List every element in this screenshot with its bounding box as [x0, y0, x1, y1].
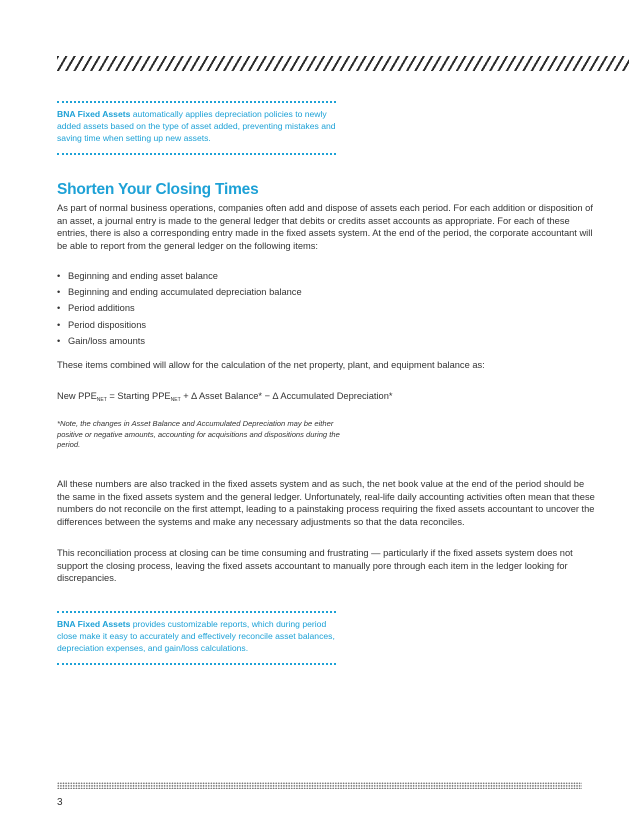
callout-custom-reports	[57, 611, 336, 665]
list-item: • Beginning and ending asset balance	[57, 268, 302, 284]
callout-brand: BNA Fixed Assets	[57, 619, 131, 629]
list-item: • Period additions	[57, 300, 302, 316]
formula-subscript: NET	[96, 397, 107, 403]
list-item: • Beginning and ending accumulated depreciation balance	[57, 284, 302, 300]
intro-paragraph: As part of normal business operations, companies often add and dispose of assets each period. For each addition or disposition of an asset, a journal entry is made to the general ledger that debits or credits asset accounts as appropriate. For each of these entries, there is also a corresponding entry made in the fixed assets system. At the end of the period, the corporate accountant will be able to report from the general ledger on the following items:	[57, 203, 593, 251]
formula-note: *Note, the changes in Asset Balance and Accumulated Depreciation may be either positive or negative amounts, accounting for acquisitions and dispositions during the period.	[57, 419, 340, 450]
section-heading: Shorten Your Closing Times	[57, 181, 259, 198]
list-item: • Gain/loss amounts	[57, 333, 302, 349]
combined-paragraph: These items combined will allow for the calculation of the net property, plant, and equipment balance as:	[57, 360, 485, 370]
report-items-list	[57, 268, 302, 349]
callout-auto-depreciation	[57, 101, 336, 155]
ppe-formula	[57, 390, 597, 407]
formula-lhs: New PPE	[57, 391, 97, 401]
footer-dotted-rule	[57, 782, 582, 789]
callout-brand: BNA Fixed Assets	[57, 109, 131, 119]
list-item: • Period dispositions	[57, 317, 302, 333]
callout-text: automatically applies depreciation policies to newly added assets based on the type of asset added, preventing mistakes and saving time when setting up new assets.	[57, 109, 336, 144]
page-number: 3	[57, 797, 63, 808]
formula-subscript: NET	[170, 397, 181, 403]
decorative-hatch-bar	[57, 56, 629, 71]
formula-rhs: + ∆ Asset Balance* − ∆ Accumulated Depreciation*	[180, 391, 393, 401]
closing-process-paragraph: This reconciliation process at closing can be time consuming and frustrating — particularly if the fixed assets system does not support the closing process, leaving the fixed assets accountant to manually pore through each item in the ledger looking for discrepancies.	[57, 548, 573, 584]
callout-text: provides customizable reports, which during period close make it easy to accurately and effectively reconcile asset balances, depreciation expenses, and gain/loss calculations.	[57, 619, 335, 654]
formula-mid: = Starting PPE	[106, 391, 171, 401]
reconcile-paragraph: All these numbers are also tracked in the fixed assets system and as such, the net book value at the end of the period should be the same in the fixed assets system and the general ledger. Unfortunately, real-life daily accounting activities often mean that these numbers do not reconcile on the first attempt, leading to a painstaking process requiring the fixed assets accountant to uncover the differences between the systems and make any necessary adjustments so that the data reconciles.	[57, 479, 595, 527]
